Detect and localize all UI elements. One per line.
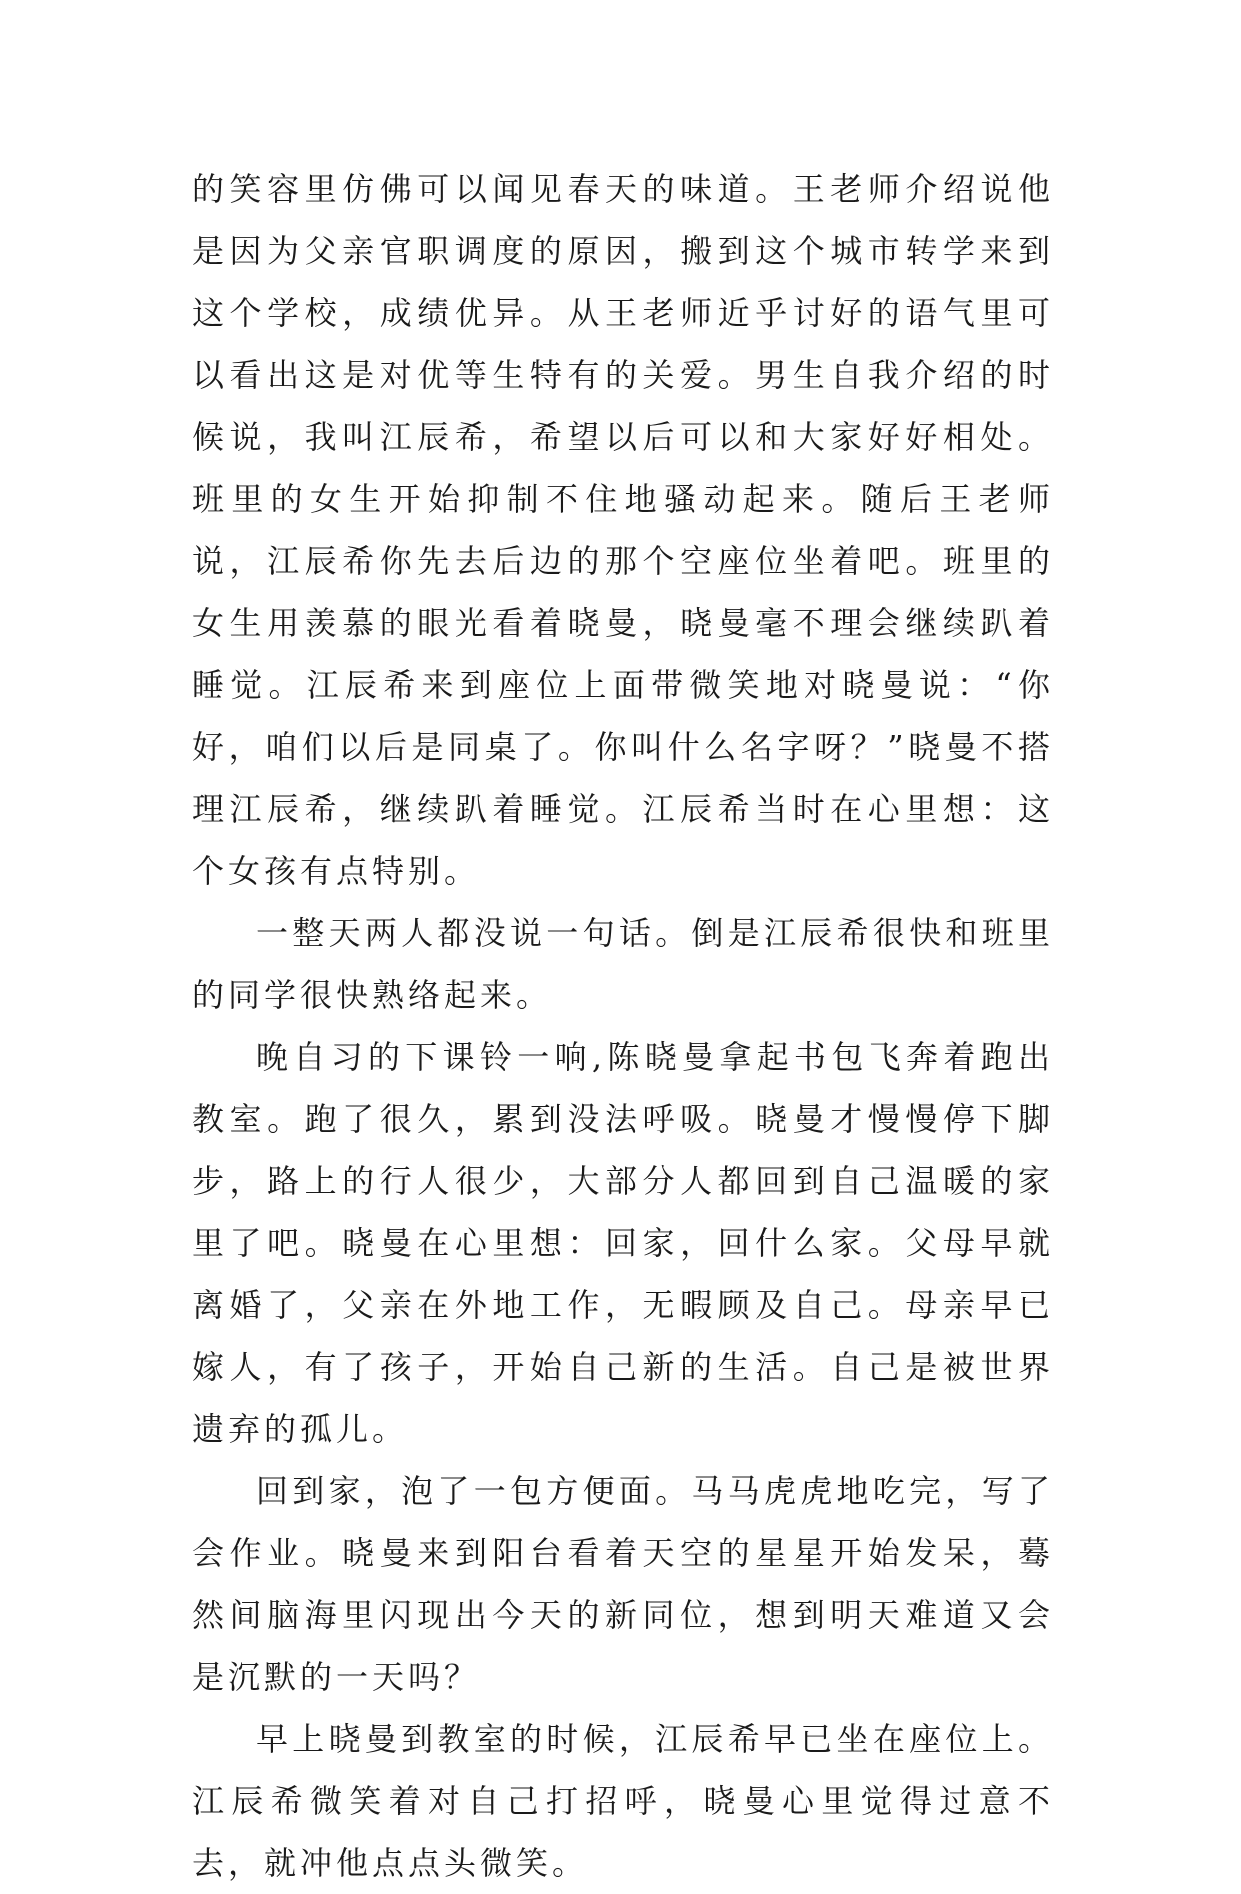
document-page xyxy=(192,158,1054,1894)
paragraph-2: 一整天两人都没说一句话。倒是江辰希很快和班里的同学很快熟络起来。 xyxy=(192,914,1054,1014)
paragraph-1: 的笑容里仿佛可以闻见春天的味道。王老师介绍说他是因为父亲官职调度的原因，搬到这个城市转学来到这个学校，成绩优异。从王老师近乎讨好的语气里可以看出这是对优等生特有的关爱。男生自我介绍的时候说，我叫江辰希，希望以后可以和大家好好相处。班里的女生开始抑制不住地骚动起来。随后王老师说，江辰希你先去后边的那个空座位坐着吧。班里的女生用羡慕的眼光看着晓曼，晓曼毫不理会继续趴着睡觉。江辰希来到座位上面带微笑地对晓曼说：“你好，咱们以后是同桌了。你叫什么名字呀？”晓曼不搭理江辰希，继续趴着睡觉。江辰希当时在心里想：这个女孩有点特别。 xyxy=(192,170,1054,890)
paragraph-4: 回到家，泡了一包方便面。马马虎虎地吃完，写了会作业。晓曼来到阳台看着天空的星星开始发呆，蓦然间脑海里闪现出今天的新同位，想到明天难道又会是沉默的一天吗？ xyxy=(192,1472,1054,1696)
paragraph-5: 早上晓曼到教室的时候，江辰希早已坐在座位上。江辰希微笑着对自己打招呼，晓曼心里觉得过意不去，就冲他点点头微笑。 xyxy=(192,1720,1054,1882)
paragraph-3: 晚自习的下课铃一响,陈晓曼拿起书包飞奔着跑出教室。跑了很久，累到没法呼吸。晓曼才慢慢停下脚步，路上的行人很少，大部分人都回到自己温暖的家里了吧。晓曼在心里想：回家，回什么家。父母早就离婚了，父亲在外地工作，无暇顾及自己。母亲早已嫁人，有了孩子，开始自己新的生活。自己是被世界遗弃的孤儿。 xyxy=(192,1038,1054,1448)
